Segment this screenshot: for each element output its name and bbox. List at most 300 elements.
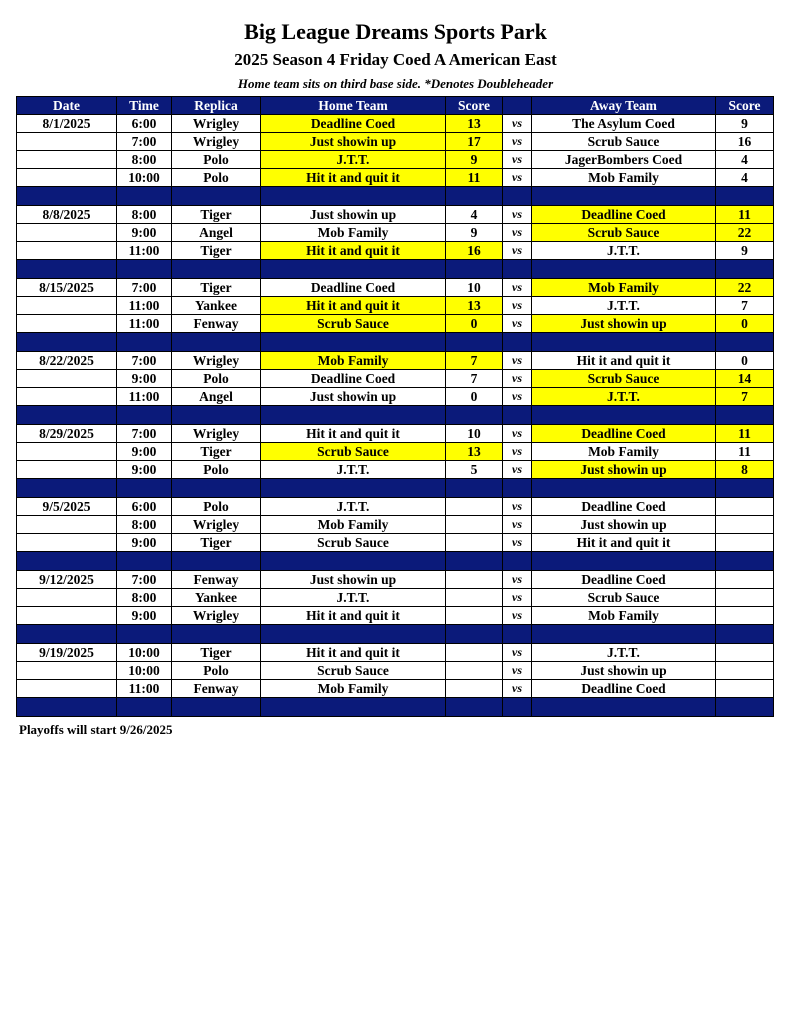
away-score: 0 bbox=[716, 352, 774, 370]
home-score: 5 bbox=[446, 461, 503, 479]
vs-label: vs bbox=[503, 242, 532, 260]
table-row bbox=[17, 534, 774, 552]
game-time: 7:00 bbox=[117, 352, 172, 370]
separator-cell bbox=[532, 333, 716, 352]
separator-cell bbox=[532, 406, 716, 425]
separator-cell bbox=[117, 698, 172, 717]
game-date: 8/22/2025 bbox=[17, 352, 117, 370]
away-score: 0 bbox=[716, 315, 774, 333]
game-time: 9:00 bbox=[117, 224, 172, 242]
game-field: Fenway bbox=[172, 571, 261, 589]
separator-cell bbox=[261, 187, 446, 206]
game-field: Polo bbox=[172, 662, 261, 680]
table-row bbox=[17, 425, 774, 443]
col-header-away-team: Away Team bbox=[532, 97, 716, 115]
table-row bbox=[17, 498, 774, 516]
home-score: 7 bbox=[446, 352, 503, 370]
separator-cell bbox=[716, 698, 774, 717]
home-team: J.T.T. bbox=[261, 461, 446, 479]
game-field: Wrigley bbox=[172, 516, 261, 534]
game-date-empty bbox=[17, 443, 117, 461]
game-time: 11:00 bbox=[117, 297, 172, 315]
game-time: 11:00 bbox=[117, 315, 172, 333]
game-time: 7:00 bbox=[117, 425, 172, 443]
vs-label: vs bbox=[503, 534, 532, 552]
separator-cell bbox=[261, 260, 446, 279]
game-date-empty bbox=[17, 662, 117, 680]
week-separator-row bbox=[17, 479, 774, 498]
away-team: Scrub Sauce bbox=[532, 224, 716, 242]
separator-cell bbox=[172, 333, 261, 352]
table-row bbox=[17, 607, 774, 625]
col-header-time: Time bbox=[117, 97, 172, 115]
away-team: J.T.T. bbox=[532, 388, 716, 406]
game-field: Tiger bbox=[172, 644, 261, 662]
vs-label: vs bbox=[503, 644, 532, 662]
game-time: 9:00 bbox=[117, 370, 172, 388]
away-team: The Asylum Coed bbox=[532, 115, 716, 133]
game-date: 9/19/2025 bbox=[17, 644, 117, 662]
home-score bbox=[446, 644, 503, 662]
separator-cell bbox=[716, 625, 774, 644]
home-team: Hit it and quit it bbox=[261, 169, 446, 187]
separator-cell bbox=[716, 479, 774, 498]
table-row bbox=[17, 133, 774, 151]
separator-cell bbox=[117, 406, 172, 425]
vs-label: vs bbox=[503, 498, 532, 516]
table-row bbox=[17, 224, 774, 242]
away-score: 22 bbox=[716, 279, 774, 297]
separator-cell bbox=[261, 552, 446, 571]
home-team: J.T.T. bbox=[261, 498, 446, 516]
separator-cell bbox=[17, 187, 117, 206]
away-team: Hit it and quit it bbox=[532, 352, 716, 370]
col-header-home-team: Home Team bbox=[261, 97, 446, 115]
vs-label: vs bbox=[503, 206, 532, 224]
separator-cell bbox=[716, 552, 774, 571]
home-team: Scrub Sauce bbox=[261, 315, 446, 333]
table-row bbox=[17, 352, 774, 370]
separator-cell bbox=[532, 260, 716, 279]
vs-label: vs bbox=[503, 352, 532, 370]
separator-cell bbox=[503, 625, 532, 644]
separator-cell bbox=[503, 333, 532, 352]
home-team: Mob Family bbox=[261, 352, 446, 370]
home-score bbox=[446, 662, 503, 680]
game-field: Polo bbox=[172, 498, 261, 516]
away-team: Deadline Coed bbox=[532, 206, 716, 224]
away-team: Mob Family bbox=[532, 607, 716, 625]
separator-cell bbox=[172, 552, 261, 571]
away-score bbox=[716, 662, 774, 680]
home-team: Scrub Sauce bbox=[261, 534, 446, 552]
away-team: Scrub Sauce bbox=[532, 370, 716, 388]
away-team: Mob Family bbox=[532, 169, 716, 187]
table-row bbox=[17, 388, 774, 406]
game-field: Yankee bbox=[172, 297, 261, 315]
game-time: 6:00 bbox=[117, 498, 172, 516]
game-field: Polo bbox=[172, 151, 261, 169]
game-date-empty bbox=[17, 534, 117, 552]
vs-label: vs bbox=[503, 388, 532, 406]
separator-cell bbox=[503, 406, 532, 425]
table-row bbox=[17, 242, 774, 260]
col-header-vs bbox=[503, 97, 532, 115]
game-date-empty bbox=[17, 169, 117, 187]
separator-cell bbox=[117, 625, 172, 644]
separator-cell bbox=[172, 698, 261, 717]
separator-cell bbox=[532, 698, 716, 717]
vs-label: vs bbox=[503, 115, 532, 133]
home-team: Just showin up bbox=[261, 571, 446, 589]
week-separator-row bbox=[17, 187, 774, 206]
table-header-row bbox=[17, 97, 774, 115]
game-field: Tiger bbox=[172, 242, 261, 260]
separator-cell bbox=[446, 552, 503, 571]
home-score: 0 bbox=[446, 388, 503, 406]
separator-cell bbox=[716, 406, 774, 425]
page-title: Big League Dreams Sports Park bbox=[244, 19, 547, 44]
game-date-empty bbox=[17, 297, 117, 315]
separator-cell bbox=[446, 333, 503, 352]
away-score: 11 bbox=[716, 443, 774, 461]
vs-label: vs bbox=[503, 425, 532, 443]
home-score: 4 bbox=[446, 206, 503, 224]
game-date: 8/15/2025 bbox=[17, 279, 117, 297]
away-team: J.T.T. bbox=[532, 297, 716, 315]
away-team: Scrub Sauce bbox=[532, 133, 716, 151]
col-header-date: Date bbox=[17, 97, 117, 115]
game-field: Wrigley bbox=[172, 115, 261, 133]
vs-label: vs bbox=[503, 680, 532, 698]
game-field: Polo bbox=[172, 370, 261, 388]
game-time: 8:00 bbox=[117, 516, 172, 534]
home-team: Hit it and quit it bbox=[261, 425, 446, 443]
game-field: Polo bbox=[172, 169, 261, 187]
game-date-empty bbox=[17, 242, 117, 260]
table-row bbox=[17, 662, 774, 680]
away-team: Hit it and quit it bbox=[532, 534, 716, 552]
table-row bbox=[17, 206, 774, 224]
week-separator-row bbox=[17, 260, 774, 279]
game-field: Angel bbox=[172, 224, 261, 242]
separator-cell bbox=[17, 698, 117, 717]
separator-cell bbox=[172, 260, 261, 279]
game-time: 7:00 bbox=[117, 133, 172, 151]
away-score bbox=[716, 680, 774, 698]
separator-cell bbox=[261, 406, 446, 425]
home-team: Deadline Coed bbox=[261, 370, 446, 388]
separator-cell bbox=[446, 260, 503, 279]
separator-cell bbox=[117, 552, 172, 571]
separator-cell bbox=[503, 187, 532, 206]
home-score: 0 bbox=[446, 315, 503, 333]
separator-cell bbox=[716, 333, 774, 352]
week-separator-row bbox=[17, 698, 774, 717]
away-score: 7 bbox=[716, 388, 774, 406]
table-row bbox=[17, 151, 774, 169]
home-team: Deadline Coed bbox=[261, 115, 446, 133]
table-row bbox=[17, 315, 774, 333]
game-date: 8/8/2025 bbox=[17, 206, 117, 224]
vs-label: vs bbox=[503, 589, 532, 607]
away-score: 7 bbox=[716, 297, 774, 315]
away-team: Mob Family bbox=[532, 443, 716, 461]
vs-label: vs bbox=[503, 370, 532, 388]
away-score: 11 bbox=[716, 206, 774, 224]
vs-label: vs bbox=[503, 662, 532, 680]
table-row bbox=[17, 644, 774, 662]
home-team: Just showin up bbox=[261, 206, 446, 224]
game-field: Wrigley bbox=[172, 133, 261, 151]
game-date-empty bbox=[17, 461, 117, 479]
vs-label: vs bbox=[503, 169, 532, 187]
table-row bbox=[17, 516, 774, 534]
separator-cell bbox=[117, 333, 172, 352]
game-field: Tiger bbox=[172, 279, 261, 297]
away-team: Deadline Coed bbox=[532, 425, 716, 443]
separator-cell bbox=[446, 406, 503, 425]
schedule-table bbox=[16, 96, 774, 717]
away-team: J.T.T. bbox=[532, 242, 716, 260]
home-score: 7 bbox=[446, 370, 503, 388]
vs-label: vs bbox=[503, 607, 532, 625]
game-time: 9:00 bbox=[117, 443, 172, 461]
away-team: JagerBombers Coed bbox=[532, 151, 716, 169]
table-row bbox=[17, 680, 774, 698]
home-team: Hit it and quit it bbox=[261, 297, 446, 315]
separator-cell bbox=[261, 479, 446, 498]
game-time: 8:00 bbox=[117, 151, 172, 169]
game-date-empty bbox=[17, 315, 117, 333]
game-field: Angel bbox=[172, 388, 261, 406]
separator-cell bbox=[446, 479, 503, 498]
game-field: Yankee bbox=[172, 589, 261, 607]
separator-cell bbox=[532, 625, 716, 644]
separator-cell bbox=[172, 479, 261, 498]
away-team: Just showin up bbox=[532, 516, 716, 534]
separator-cell bbox=[532, 187, 716, 206]
game-field: Wrigley bbox=[172, 425, 261, 443]
table-row bbox=[17, 571, 774, 589]
game-date: 9/12/2025 bbox=[17, 571, 117, 589]
home-team: Just showin up bbox=[261, 388, 446, 406]
away-score bbox=[716, 571, 774, 589]
away-score: 14 bbox=[716, 370, 774, 388]
separator-cell bbox=[503, 552, 532, 571]
game-field: Polo bbox=[172, 461, 261, 479]
game-date-empty bbox=[17, 388, 117, 406]
game-field: Wrigley bbox=[172, 352, 261, 370]
game-date: 9/5/2025 bbox=[17, 498, 117, 516]
away-score: 16 bbox=[716, 133, 774, 151]
game-date-empty bbox=[17, 370, 117, 388]
separator-cell bbox=[503, 698, 532, 717]
home-score: 9 bbox=[446, 224, 503, 242]
separator-cell bbox=[172, 187, 261, 206]
home-team: Hit it and quit it bbox=[261, 607, 446, 625]
week-separator-row bbox=[17, 625, 774, 644]
game-field: Tiger bbox=[172, 206, 261, 224]
separator-cell bbox=[17, 479, 117, 498]
away-score: 4 bbox=[716, 169, 774, 187]
page-subtitle: 2025 Season 4 Friday Coed A American East bbox=[234, 50, 557, 69]
game-time: 10:00 bbox=[117, 644, 172, 662]
game-date-empty bbox=[17, 516, 117, 534]
away-score bbox=[716, 534, 774, 552]
game-date-empty bbox=[17, 133, 117, 151]
separator-cell bbox=[446, 698, 503, 717]
table-row bbox=[17, 443, 774, 461]
away-score bbox=[716, 516, 774, 534]
table-row bbox=[17, 279, 774, 297]
home-score: 17 bbox=[446, 133, 503, 151]
home-team: Mob Family bbox=[261, 680, 446, 698]
separator-cell bbox=[716, 187, 774, 206]
away-score: 9 bbox=[716, 115, 774, 133]
table-row bbox=[17, 370, 774, 388]
home-score bbox=[446, 516, 503, 534]
table-row bbox=[17, 115, 774, 133]
separator-cell bbox=[503, 479, 532, 498]
game-time: 8:00 bbox=[117, 206, 172, 224]
week-separator-row bbox=[17, 333, 774, 352]
home-score bbox=[446, 680, 503, 698]
away-score bbox=[716, 589, 774, 607]
separator-cell bbox=[117, 479, 172, 498]
vs-label: vs bbox=[503, 151, 532, 169]
home-score: 13 bbox=[446, 443, 503, 461]
away-team: Deadline Coed bbox=[532, 571, 716, 589]
home-team: Deadline Coed bbox=[261, 279, 446, 297]
home-score: 16 bbox=[446, 242, 503, 260]
home-score: 10 bbox=[446, 279, 503, 297]
vs-label: vs bbox=[503, 516, 532, 534]
home-score bbox=[446, 589, 503, 607]
vs-label: vs bbox=[503, 315, 532, 333]
home-score bbox=[446, 498, 503, 516]
home-team: Hit it and quit it bbox=[261, 242, 446, 260]
home-score: 13 bbox=[446, 297, 503, 315]
separator-cell bbox=[716, 260, 774, 279]
game-time: 6:00 bbox=[117, 115, 172, 133]
home-team: Mob Family bbox=[261, 224, 446, 242]
separator-cell bbox=[17, 552, 117, 571]
game-date: 8/29/2025 bbox=[17, 425, 117, 443]
separator-cell bbox=[446, 187, 503, 206]
game-time: 9:00 bbox=[117, 534, 172, 552]
separator-cell bbox=[503, 260, 532, 279]
separator-cell bbox=[261, 625, 446, 644]
away-team: Scrub Sauce bbox=[532, 589, 716, 607]
home-score bbox=[446, 571, 503, 589]
table-row bbox=[17, 169, 774, 187]
separator-cell bbox=[17, 625, 117, 644]
vs-label: vs bbox=[503, 133, 532, 151]
home-score: 9 bbox=[446, 151, 503, 169]
away-score: 8 bbox=[716, 461, 774, 479]
game-field: Fenway bbox=[172, 680, 261, 698]
vs-label: vs bbox=[503, 279, 532, 297]
table-row bbox=[17, 297, 774, 315]
separator-cell bbox=[261, 698, 446, 717]
away-score: 22 bbox=[716, 224, 774, 242]
separator-cell bbox=[172, 625, 261, 644]
home-team: J.T.T. bbox=[261, 589, 446, 607]
game-date-empty bbox=[17, 607, 117, 625]
vs-label: vs bbox=[503, 224, 532, 242]
game-time: 8:00 bbox=[117, 589, 172, 607]
week-separator-row bbox=[17, 406, 774, 425]
separator-cell bbox=[261, 333, 446, 352]
home-score: 13 bbox=[446, 115, 503, 133]
away-team: J.T.T. bbox=[532, 644, 716, 662]
vs-label: vs bbox=[503, 461, 532, 479]
game-date-empty bbox=[17, 680, 117, 698]
home-score: 11 bbox=[446, 169, 503, 187]
away-team: Just showin up bbox=[532, 315, 716, 333]
schedule-body bbox=[17, 115, 774, 717]
away-team: Just showin up bbox=[532, 461, 716, 479]
vs-label: vs bbox=[503, 571, 532, 589]
game-time: 11:00 bbox=[117, 388, 172, 406]
game-field: Fenway bbox=[172, 315, 261, 333]
vs-label: vs bbox=[503, 443, 532, 461]
game-field: Wrigley bbox=[172, 607, 261, 625]
separator-cell bbox=[532, 552, 716, 571]
page-note: Home team sits on third base side. *Denotes Doubleheader bbox=[237, 76, 554, 91]
home-score bbox=[446, 607, 503, 625]
separator-cell bbox=[17, 260, 117, 279]
col-header-replica: Replica bbox=[172, 97, 261, 115]
game-time: 11:00 bbox=[117, 680, 172, 698]
game-time: 10:00 bbox=[117, 662, 172, 680]
home-team: Just showin up bbox=[261, 133, 446, 151]
game-time: 11:00 bbox=[117, 242, 172, 260]
separator-cell bbox=[117, 260, 172, 279]
vs-label: vs bbox=[503, 297, 532, 315]
away-score: 11 bbox=[716, 425, 774, 443]
separator-cell bbox=[117, 187, 172, 206]
game-field: Tiger bbox=[172, 534, 261, 552]
game-date-empty bbox=[17, 151, 117, 169]
separator-cell bbox=[532, 479, 716, 498]
home-team: Scrub Sauce bbox=[261, 443, 446, 461]
home-team: Mob Family bbox=[261, 516, 446, 534]
home-score bbox=[446, 534, 503, 552]
footer-note: Playoffs will start 9/26/2025 bbox=[19, 722, 173, 737]
game-time: 9:00 bbox=[117, 461, 172, 479]
game-date-empty bbox=[17, 224, 117, 242]
away-team: Deadline Coed bbox=[532, 680, 716, 698]
table-row bbox=[17, 589, 774, 607]
separator-cell bbox=[446, 625, 503, 644]
away-score bbox=[716, 498, 774, 516]
away-score: 4 bbox=[716, 151, 774, 169]
away-team: Mob Family bbox=[532, 279, 716, 297]
separator-cell bbox=[172, 406, 261, 425]
home-team: Scrub Sauce bbox=[261, 662, 446, 680]
away-team: Deadline Coed bbox=[532, 498, 716, 516]
home-score: 10 bbox=[446, 425, 503, 443]
game-field: Tiger bbox=[172, 443, 261, 461]
col-header-away-score: Score bbox=[716, 97, 774, 115]
away-team: Just showin up bbox=[532, 662, 716, 680]
game-time: 9:00 bbox=[117, 607, 172, 625]
game-time: 10:00 bbox=[117, 169, 172, 187]
table-row bbox=[17, 461, 774, 479]
game-time: 7:00 bbox=[117, 571, 172, 589]
